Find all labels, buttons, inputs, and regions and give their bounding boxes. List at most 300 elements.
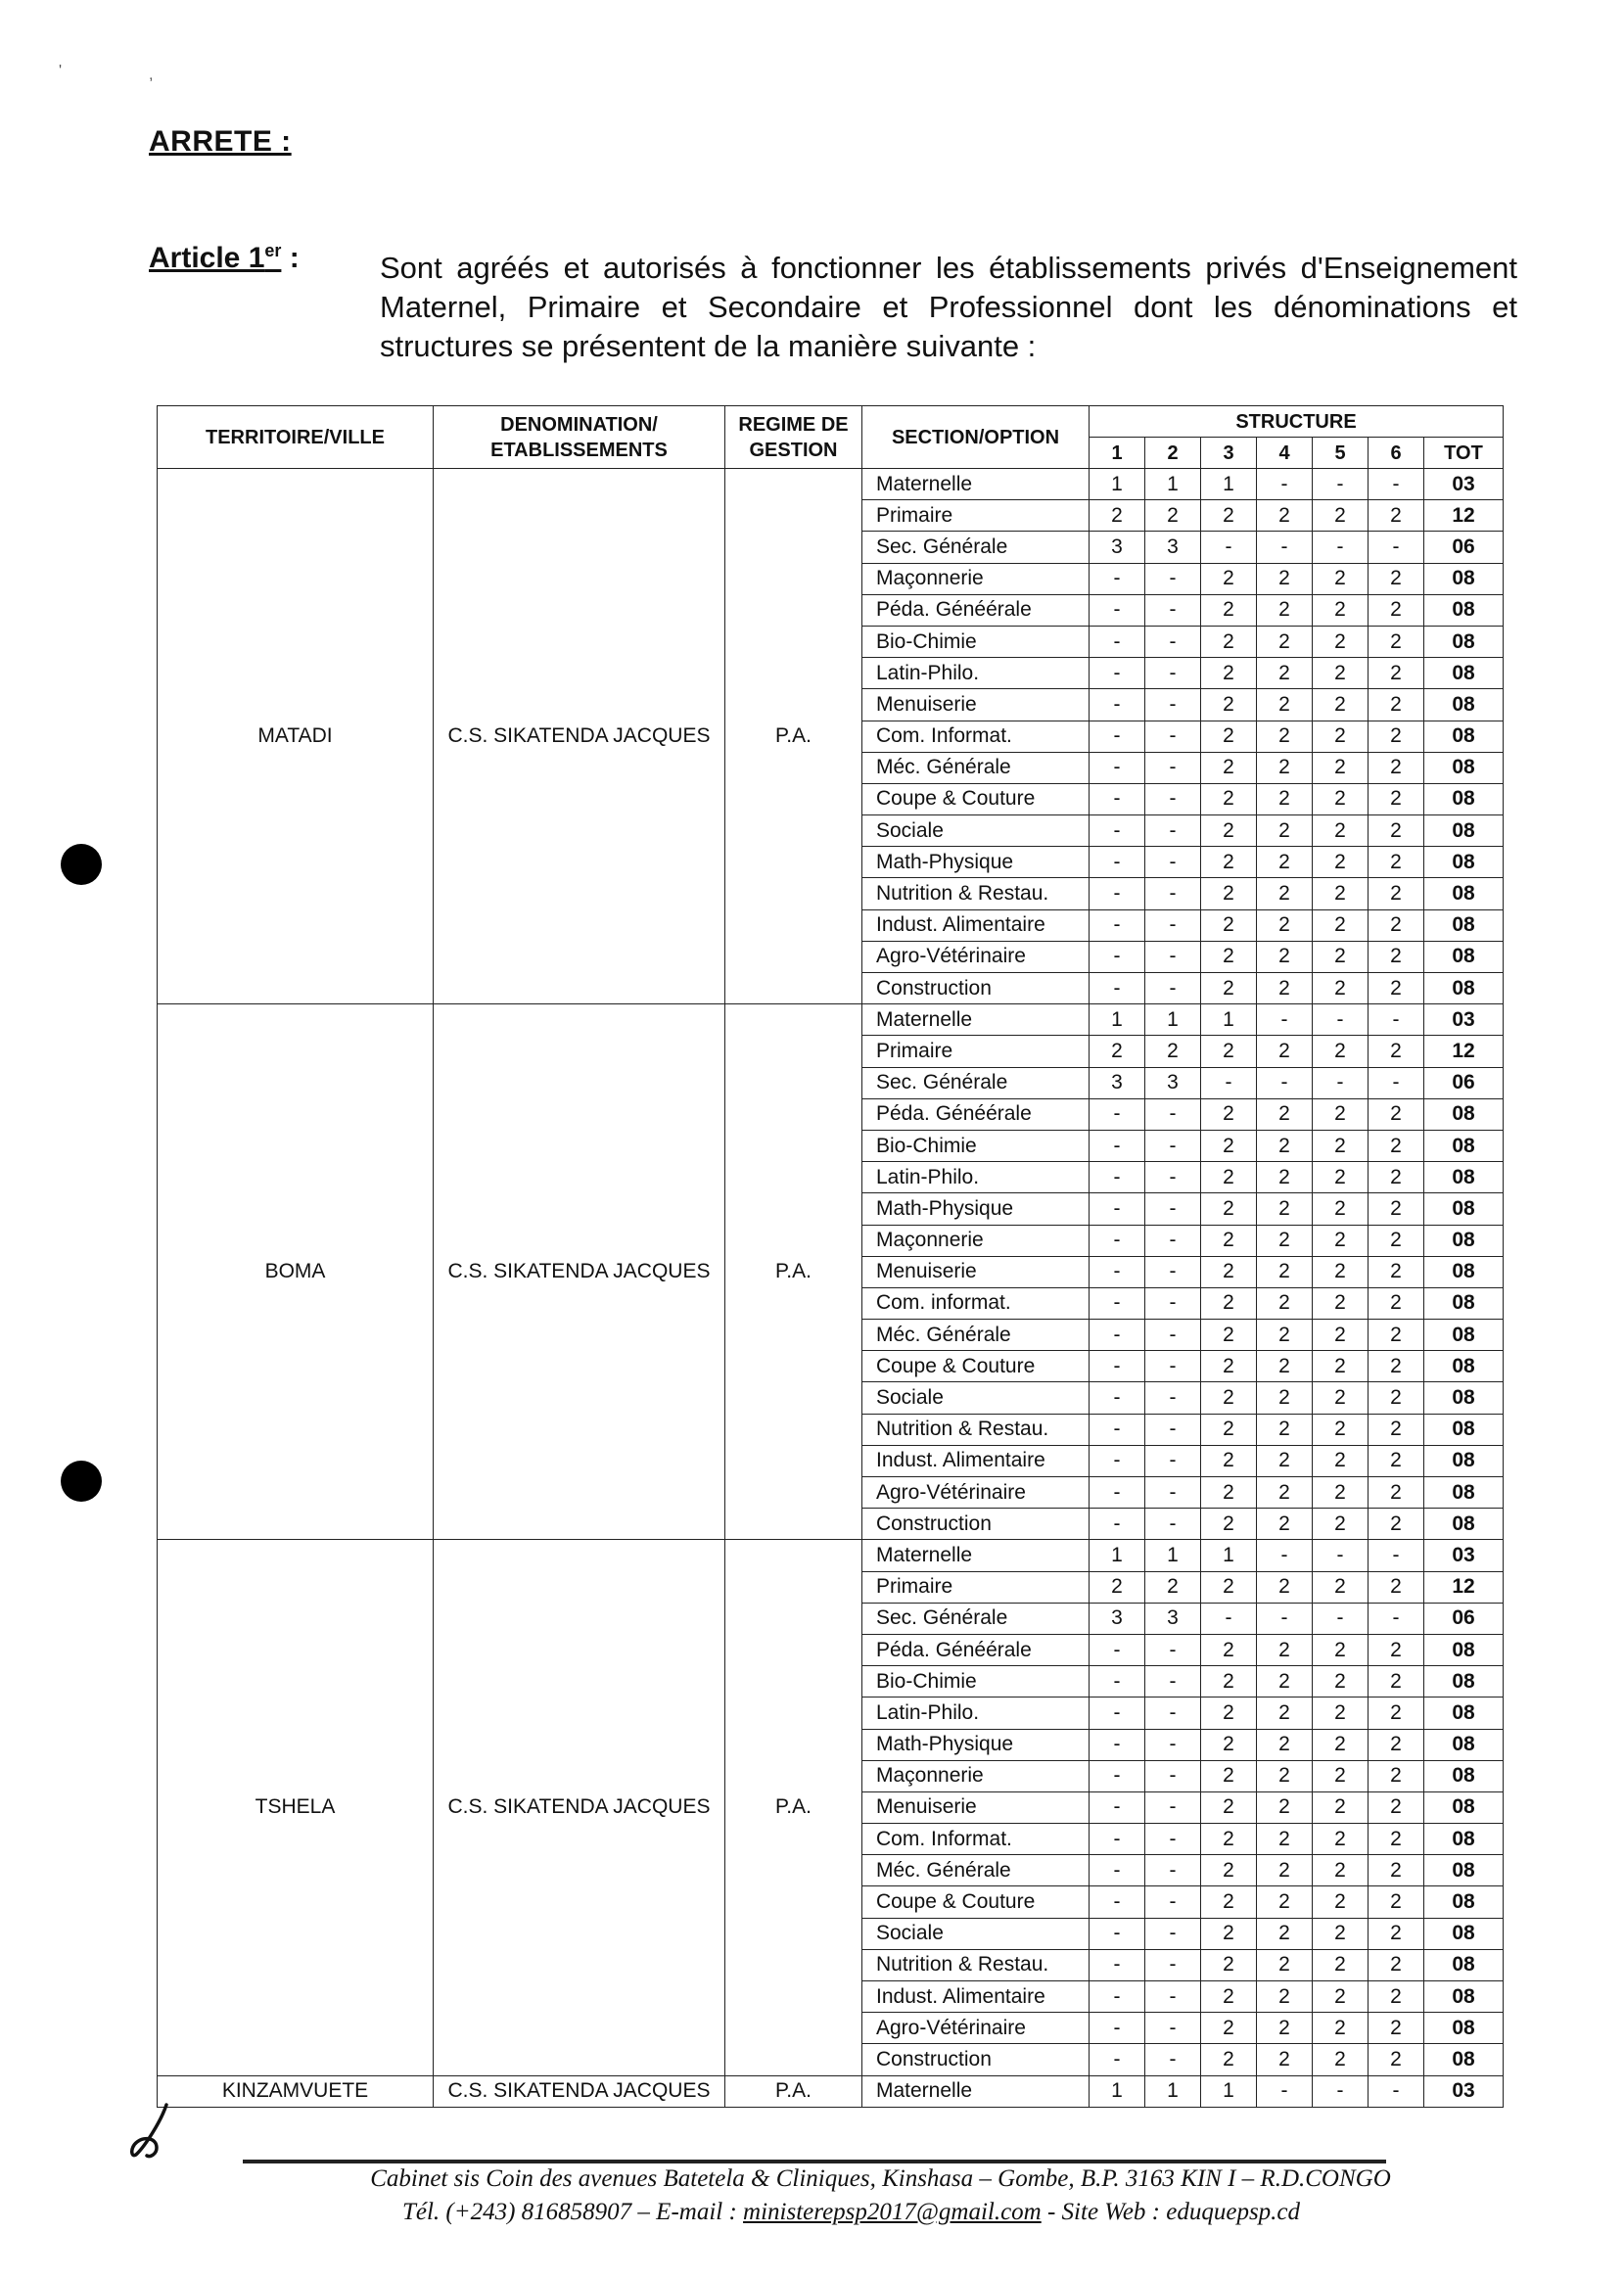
total-cell: 08 xyxy=(1424,721,1504,752)
year-1-cell: - xyxy=(1090,658,1145,689)
year-4-cell: 2 xyxy=(1257,1162,1313,1193)
section-cell: Maçonnerie xyxy=(862,563,1090,594)
footer-tel: Tél. (+243) 816858907 – E-mail : xyxy=(401,2199,737,2225)
year-1-cell: - xyxy=(1090,1791,1145,1823)
total-cell: 08 xyxy=(1424,1760,1504,1791)
page-heading: ARRETE : xyxy=(149,125,292,158)
year-3-cell: 2 xyxy=(1201,847,1257,878)
year-3-cell: 2 xyxy=(1201,1320,1257,1351)
year-1-cell: - xyxy=(1090,847,1145,878)
year-4-cell: 2 xyxy=(1257,1351,1313,1382)
year-2-cell: - xyxy=(1145,721,1201,752)
total-cell: 08 xyxy=(1424,626,1504,657)
header-col-4: 4 xyxy=(1257,438,1313,469)
year-1-cell: - xyxy=(1090,941,1145,972)
header-denomination: DENOMINATION/ ETABLISSEMENTS xyxy=(434,406,725,469)
year-5-cell: 2 xyxy=(1313,1981,1369,2013)
year-6-cell: - xyxy=(1369,1067,1424,1098)
year-1-cell: - xyxy=(1090,1256,1145,1287)
year-4-cell: - xyxy=(1257,1004,1313,1036)
year-4-cell: 2 xyxy=(1257,1320,1313,1351)
year-4-cell: - xyxy=(1257,2075,1313,2107)
year-5-cell: 2 xyxy=(1313,1729,1369,1760)
year-3-cell: 2 xyxy=(1201,941,1257,972)
total-cell: 08 xyxy=(1424,1698,1504,1729)
year-3-cell: 2 xyxy=(1201,1855,1257,1886)
total-cell: 12 xyxy=(1424,500,1504,532)
year-5-cell: 2 xyxy=(1313,1382,1369,1414)
total-cell: 08 xyxy=(1424,689,1504,721)
year-3-cell: 2 xyxy=(1201,1414,1257,1445)
total-cell: 12 xyxy=(1424,1571,1504,1603)
year-4-cell: 2 xyxy=(1257,563,1313,594)
punch-hole xyxy=(61,1461,102,1502)
year-4-cell: 2 xyxy=(1257,1634,1313,1665)
year-1-cell: - xyxy=(1090,909,1145,941)
total-cell: 08 xyxy=(1424,1193,1504,1225)
year-2-cell: 1 xyxy=(1145,469,1201,500)
year-5-cell: 2 xyxy=(1313,1098,1369,1130)
year-1-cell: - xyxy=(1090,626,1145,657)
year-5-cell: 2 xyxy=(1313,1571,1369,1603)
year-1-cell: 2 xyxy=(1090,1036,1145,1067)
section-cell: Coupe & Couture xyxy=(862,1886,1090,1918)
year-2-cell: - xyxy=(1145,847,1201,878)
year-6-cell: 2 xyxy=(1369,1855,1424,1886)
total-cell: 08 xyxy=(1424,783,1504,814)
year-3-cell: 2 xyxy=(1201,1791,1257,1823)
footer-rule xyxy=(243,2160,1386,2163)
year-6-cell: 2 xyxy=(1369,1414,1424,1445)
header-col-3: 3 xyxy=(1201,438,1257,469)
year-6-cell: 2 xyxy=(1369,1981,1424,2013)
year-4-cell: 2 xyxy=(1257,689,1313,721)
section-cell: Menuiserie xyxy=(862,1256,1090,1287)
year-1-cell: - xyxy=(1090,1855,1145,1886)
year-3-cell: 2 xyxy=(1201,1382,1257,1414)
section-cell: Méc. Générale xyxy=(862,1855,1090,1886)
total-cell: 08 xyxy=(1424,1791,1504,1823)
year-2-cell: 1 xyxy=(1145,1004,1201,1036)
scan-mark: ' xyxy=(59,63,63,79)
year-3-cell: 2 xyxy=(1201,1918,1257,1949)
footer-contact xyxy=(39,2199,1624,2226)
year-5-cell: 2 xyxy=(1313,1477,1369,1509)
year-5-cell: - xyxy=(1313,1067,1369,1098)
section-cell: Coupe & Couture xyxy=(862,783,1090,814)
total-cell: 06 xyxy=(1424,532,1504,563)
year-1-cell: - xyxy=(1090,1981,1145,2013)
year-4-cell: 2 xyxy=(1257,658,1313,689)
year-2-cell: - xyxy=(1145,1193,1201,1225)
year-1-cell: - xyxy=(1090,783,1145,814)
year-2-cell: - xyxy=(1145,563,1201,594)
year-4-cell: 2 xyxy=(1257,1477,1313,1509)
year-2-cell: - xyxy=(1145,1666,1201,1698)
group-territoire: BOMA xyxy=(158,1004,434,1540)
year-1-cell: - xyxy=(1090,721,1145,752)
section-cell: Maçonnerie xyxy=(862,1225,1090,1256)
section-cell: Com. informat. xyxy=(862,1287,1090,1319)
group-territoire: MATADI xyxy=(158,469,434,1004)
header-col-1: 1 xyxy=(1090,438,1145,469)
year-3-cell: 2 xyxy=(1201,689,1257,721)
year-3-cell: 1 xyxy=(1201,1540,1257,1571)
year-5-cell: 2 xyxy=(1313,941,1369,972)
year-3-cell: 2 xyxy=(1201,1351,1257,1382)
year-1-cell: - xyxy=(1090,1760,1145,1791)
group-regime: P.A. xyxy=(725,1540,862,2075)
year-2-cell: - xyxy=(1145,1287,1201,1319)
year-5-cell: 2 xyxy=(1313,783,1369,814)
year-4-cell: 2 xyxy=(1257,752,1313,783)
year-6-cell: 2 xyxy=(1369,1477,1424,1509)
year-2-cell: - xyxy=(1145,878,1201,909)
year-3-cell: 2 xyxy=(1201,815,1257,847)
year-5-cell: 2 xyxy=(1313,626,1369,657)
total-cell: 06 xyxy=(1424,1603,1504,1634)
year-5-cell: 2 xyxy=(1313,1225,1369,1256)
section-cell: Construction xyxy=(862,973,1090,1004)
year-4-cell: 2 xyxy=(1257,1414,1313,1445)
year-2-cell: 2 xyxy=(1145,500,1201,532)
year-3-cell: 2 xyxy=(1201,1698,1257,1729)
year-6-cell: 2 xyxy=(1369,689,1424,721)
section-cell: Sec. Générale xyxy=(862,532,1090,563)
year-3-cell: 2 xyxy=(1201,1949,1257,1980)
year-1-cell: 2 xyxy=(1090,1571,1145,1603)
year-3-cell: 1 xyxy=(1201,2075,1257,2107)
total-cell: 08 xyxy=(1424,1509,1504,1540)
year-5-cell: 2 xyxy=(1313,658,1369,689)
year-5-cell: 2 xyxy=(1313,1287,1369,1319)
year-2-cell: 3 xyxy=(1145,532,1201,563)
year-1-cell: - xyxy=(1090,1886,1145,1918)
year-3-cell: 2 xyxy=(1201,1256,1257,1287)
year-6-cell: 2 xyxy=(1369,1886,1424,1918)
year-2-cell: - xyxy=(1145,1760,1201,1791)
year-6-cell: 2 xyxy=(1369,2013,1424,2044)
section-cell: Nutrition & Restau. xyxy=(862,1414,1090,1445)
year-3-cell: 2 xyxy=(1201,1981,1257,2013)
year-4-cell: 2 xyxy=(1257,1256,1313,1287)
year-5-cell: 2 xyxy=(1313,721,1369,752)
year-6-cell: - xyxy=(1369,532,1424,563)
year-3-cell: 2 xyxy=(1201,721,1257,752)
year-1-cell: 1 xyxy=(1090,469,1145,500)
total-cell: 08 xyxy=(1424,1130,1504,1161)
year-1-cell: 1 xyxy=(1090,2075,1145,2107)
year-6-cell: 2 xyxy=(1369,1509,1424,1540)
year-5-cell: 2 xyxy=(1313,1414,1369,1445)
year-2-cell: - xyxy=(1145,783,1201,814)
section-cell: Latin-Philo. xyxy=(862,658,1090,689)
section-cell: Coupe & Couture xyxy=(862,1351,1090,1382)
year-4-cell: - xyxy=(1257,1067,1313,1098)
year-2-cell: - xyxy=(1145,1098,1201,1130)
year-6-cell: 2 xyxy=(1369,1698,1424,1729)
year-4-cell: 2 xyxy=(1257,1571,1313,1603)
year-1-cell: - xyxy=(1090,1130,1145,1161)
total-cell: 08 xyxy=(1424,878,1504,909)
year-5-cell: - xyxy=(1313,532,1369,563)
year-2-cell: - xyxy=(1145,626,1201,657)
year-4-cell: 2 xyxy=(1257,1287,1313,1319)
year-6-cell: 2 xyxy=(1369,1760,1424,1791)
year-3-cell: 2 xyxy=(1201,1824,1257,1855)
year-6-cell: - xyxy=(1369,469,1424,500)
year-6-cell: 2 xyxy=(1369,2044,1424,2075)
scan-mark: , xyxy=(149,67,154,83)
group-denomination: C.S. SIKATENDA JACQUES xyxy=(434,1540,725,2075)
year-2-cell: - xyxy=(1145,658,1201,689)
section-cell: Nutrition & Restau. xyxy=(862,878,1090,909)
year-6-cell: 2 xyxy=(1369,1729,1424,1760)
total-cell: 08 xyxy=(1424,752,1504,783)
footer-email[interactable]: ministerepsp2017@gmail.com xyxy=(743,2199,1042,2225)
year-4-cell: - xyxy=(1257,1603,1313,1634)
year-1-cell: 3 xyxy=(1090,1067,1145,1098)
year-1-cell: - xyxy=(1090,1320,1145,1351)
year-6-cell: 2 xyxy=(1369,563,1424,594)
year-1-cell: 3 xyxy=(1090,532,1145,563)
year-4-cell: 2 xyxy=(1257,1666,1313,1698)
section-cell: Agro-Vétérinaire xyxy=(862,1477,1090,1509)
year-6-cell: 2 xyxy=(1369,941,1424,972)
year-3-cell: 2 xyxy=(1201,500,1257,532)
year-1-cell: - xyxy=(1090,1193,1145,1225)
year-6-cell: 2 xyxy=(1369,783,1424,814)
year-4-cell: - xyxy=(1257,532,1313,563)
total-cell: 08 xyxy=(1424,563,1504,594)
year-6-cell: 2 xyxy=(1369,1256,1424,1287)
year-1-cell: - xyxy=(1090,1634,1145,1665)
year-5-cell: 2 xyxy=(1313,847,1369,878)
year-2-cell: - xyxy=(1145,2013,1201,2044)
year-4-cell: 2 xyxy=(1257,2044,1313,2075)
total-cell: 06 xyxy=(1424,1067,1504,1098)
section-cell: Maternelle xyxy=(862,469,1090,500)
header-section: SECTION/OPTION xyxy=(862,406,1090,469)
section-cell: Méc. Générale xyxy=(862,752,1090,783)
year-6-cell: - xyxy=(1369,2075,1424,2107)
year-6-cell: 2 xyxy=(1369,721,1424,752)
year-4-cell: 2 xyxy=(1257,973,1313,1004)
total-cell: 08 xyxy=(1424,1949,1504,1980)
year-5-cell: 2 xyxy=(1313,1666,1369,1698)
year-3-cell: 2 xyxy=(1201,563,1257,594)
article-sup: er xyxy=(264,241,282,260)
year-3-cell: 2 xyxy=(1201,2044,1257,2075)
footer-site: - Site Web : eduquepsp.cd xyxy=(1046,2199,1301,2225)
year-5-cell: - xyxy=(1313,469,1369,500)
article-text: Sont agréés et autorisés à fonctionner les établissements privés d'Enseignement Maternel, Primaire et Secondaire et Professionnel dont les dénominations et structures se présentent de la manière suivante : xyxy=(380,251,1517,363)
year-2-cell: - xyxy=(1145,1729,1201,1760)
year-3-cell: 2 xyxy=(1201,658,1257,689)
year-6-cell: 2 xyxy=(1369,815,1424,847)
total-cell: 12 xyxy=(1424,1036,1504,1067)
year-3-cell: 2 xyxy=(1201,1287,1257,1319)
total-cell: 08 xyxy=(1424,1287,1504,1319)
footer-address: Cabinet sis Coin des avenues Batetela & Cliniques, Kinshasa – Gombe, B.P. 3163 KIN I – R.D.CONGO xyxy=(370,2165,1391,2192)
section-cell: Péda. Généérale xyxy=(862,1634,1090,1665)
year-6-cell: 2 xyxy=(1369,1162,1424,1193)
section-cell: Méc. Générale xyxy=(862,1320,1090,1351)
year-6-cell: 2 xyxy=(1369,1287,1424,1319)
year-6-cell: 2 xyxy=(1369,1098,1424,1130)
year-2-cell: - xyxy=(1145,973,1201,1004)
year-4-cell: 2 xyxy=(1257,1698,1313,1729)
total-cell: 08 xyxy=(1424,2013,1504,2044)
total-cell: 03 xyxy=(1424,1540,1504,1571)
group-denomination: C.S. SIKATENDA JACQUES xyxy=(434,469,725,1004)
section-cell: Menuiserie xyxy=(862,1791,1090,1823)
year-6-cell: 2 xyxy=(1369,1382,1424,1414)
year-4-cell: 2 xyxy=(1257,1949,1313,1980)
year-1-cell: - xyxy=(1090,1729,1145,1760)
total-cell: 08 xyxy=(1424,1918,1504,1949)
year-5-cell: 2 xyxy=(1313,689,1369,721)
year-6-cell: 2 xyxy=(1369,1666,1424,1698)
year-2-cell: - xyxy=(1145,815,1201,847)
section-cell: Construction xyxy=(862,1509,1090,1540)
section-cell: Péda. Généérale xyxy=(862,594,1090,626)
header-col-tot: TOT xyxy=(1424,438,1504,469)
year-4-cell: 2 xyxy=(1257,1729,1313,1760)
group-territoire: TSHELA xyxy=(158,1540,434,2075)
total-cell: 03 xyxy=(1424,1004,1504,1036)
year-5-cell: 2 xyxy=(1313,1320,1369,1351)
year-4-cell: 2 xyxy=(1257,1036,1313,1067)
year-1-cell: - xyxy=(1090,2044,1145,2075)
year-5-cell: 2 xyxy=(1313,1634,1369,1665)
section-cell: Sec. Générale xyxy=(862,1067,1090,1098)
year-6-cell: 2 xyxy=(1369,973,1424,1004)
year-1-cell: - xyxy=(1090,1477,1145,1509)
section-cell: Construction xyxy=(862,2044,1090,2075)
year-4-cell: 2 xyxy=(1257,1855,1313,1886)
year-4-cell: 2 xyxy=(1257,815,1313,847)
year-4-cell: 2 xyxy=(1257,909,1313,941)
year-6-cell: 2 xyxy=(1369,626,1424,657)
section-cell: Maçonnerie xyxy=(862,1760,1090,1791)
year-1-cell: - xyxy=(1090,1949,1145,1980)
year-3-cell: 2 xyxy=(1201,594,1257,626)
section-cell: Bio-Chimie xyxy=(862,1666,1090,1698)
year-5-cell: 2 xyxy=(1313,1698,1369,1729)
header-col-5: 5 xyxy=(1313,438,1369,469)
year-6-cell: 2 xyxy=(1369,878,1424,909)
article-label xyxy=(149,241,300,275)
year-2-cell: - xyxy=(1145,1256,1201,1287)
year-6-cell: 2 xyxy=(1369,847,1424,878)
section-cell: Indust. Alimentaire xyxy=(862,1445,1090,1476)
year-5-cell: 2 xyxy=(1313,1351,1369,1382)
year-1-cell: - xyxy=(1090,1445,1145,1476)
year-6-cell: 2 xyxy=(1369,1193,1424,1225)
year-4-cell: 2 xyxy=(1257,2013,1313,2044)
section-cell: Sociale xyxy=(862,1382,1090,1414)
year-4-cell: 2 xyxy=(1257,1886,1313,1918)
section-cell: Agro-Vétérinaire xyxy=(862,2013,1090,2044)
table-row xyxy=(158,1004,1504,1036)
year-5-cell: - xyxy=(1313,1540,1369,1571)
total-cell: 08 xyxy=(1424,1225,1504,1256)
total-cell: 08 xyxy=(1424,1382,1504,1414)
year-6-cell: 2 xyxy=(1369,1225,1424,1256)
year-1-cell: - xyxy=(1090,1666,1145,1698)
section-cell: Péda. Généérale xyxy=(862,1098,1090,1130)
year-3-cell: 2 xyxy=(1201,1130,1257,1161)
year-2-cell: - xyxy=(1145,1698,1201,1729)
year-1-cell: - xyxy=(1090,1287,1145,1319)
year-5-cell: 2 xyxy=(1313,1036,1369,1067)
year-2-cell: - xyxy=(1145,1477,1201,1509)
year-4-cell: 2 xyxy=(1257,1509,1313,1540)
year-3-cell: 2 xyxy=(1201,1634,1257,1665)
year-3-cell: - xyxy=(1201,1603,1257,1634)
total-cell: 08 xyxy=(1424,1824,1504,1855)
year-5-cell: 2 xyxy=(1313,1509,1369,1540)
year-2-cell: - xyxy=(1145,1791,1201,1823)
total-cell: 08 xyxy=(1424,847,1504,878)
year-2-cell: - xyxy=(1145,2044,1201,2075)
year-4-cell: 2 xyxy=(1257,1760,1313,1791)
year-4-cell: 2 xyxy=(1257,1445,1313,1476)
year-1-cell: - xyxy=(1090,689,1145,721)
total-cell: 08 xyxy=(1424,1886,1504,1918)
year-6-cell: 2 xyxy=(1369,1791,1424,1823)
section-cell: Sociale xyxy=(862,1918,1090,1949)
group-regime: P.A. xyxy=(725,469,862,1004)
section-cell: Sociale xyxy=(862,815,1090,847)
year-5-cell: 2 xyxy=(1313,500,1369,532)
year-1-cell: - xyxy=(1090,973,1145,1004)
year-2-cell: - xyxy=(1145,1981,1201,2013)
year-1-cell: - xyxy=(1090,1414,1145,1445)
year-2-cell: - xyxy=(1145,941,1201,972)
year-1-cell: - xyxy=(1090,2013,1145,2044)
year-4-cell: 2 xyxy=(1257,721,1313,752)
year-4-cell: 2 xyxy=(1257,1824,1313,1855)
section-cell: Primaire xyxy=(862,1036,1090,1067)
year-6-cell: 2 xyxy=(1369,1571,1424,1603)
year-2-cell: - xyxy=(1145,1824,1201,1855)
year-4-cell: - xyxy=(1257,469,1313,500)
year-1-cell: 2 xyxy=(1090,500,1145,532)
year-3-cell: 2 xyxy=(1201,1036,1257,1067)
year-5-cell: 2 xyxy=(1313,909,1369,941)
section-cell: Primaire xyxy=(862,1571,1090,1603)
year-5-cell: 2 xyxy=(1313,1949,1369,1980)
year-4-cell: 2 xyxy=(1257,847,1313,878)
year-1-cell: - xyxy=(1090,1698,1145,1729)
year-3-cell: 2 xyxy=(1201,1571,1257,1603)
year-5-cell: 2 xyxy=(1313,1162,1369,1193)
year-1-cell: - xyxy=(1090,563,1145,594)
year-4-cell: 2 xyxy=(1257,941,1313,972)
year-3-cell: 2 xyxy=(1201,973,1257,1004)
year-2-cell: 2 xyxy=(1145,1571,1201,1603)
year-5-cell: - xyxy=(1313,2075,1369,2107)
year-2-cell: 3 xyxy=(1145,1067,1201,1098)
year-1-cell: 3 xyxy=(1090,1603,1145,1634)
year-5-cell: - xyxy=(1313,1004,1369,1036)
year-6-cell: 2 xyxy=(1369,752,1424,783)
year-1-cell: - xyxy=(1090,1824,1145,1855)
section-cell: Latin-Philo. xyxy=(862,1698,1090,1729)
section-cell: Math-Physique xyxy=(862,1193,1090,1225)
